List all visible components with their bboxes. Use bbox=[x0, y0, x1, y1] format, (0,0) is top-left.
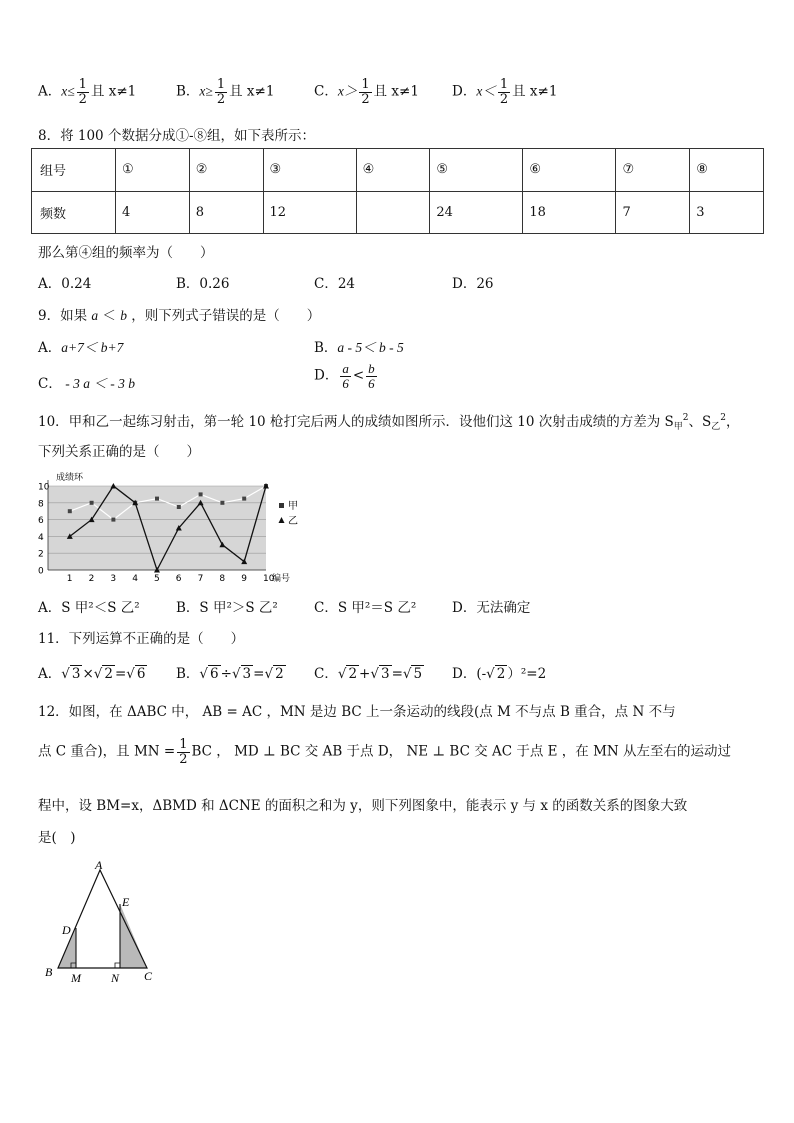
q9-option-a[interactable]: A．a+7＜ b+7 bbox=[38, 340, 124, 356]
q7-option-d[interactable]: D．x＜ $\frac{1}{2}$ 且 x≠1 bbox=[452, 77, 558, 107]
q7-option-a[interactable]: A．x≤ $\frac{1}{2}$ 且 x≠1 bbox=[38, 77, 137, 107]
fraction: $\frac{b}{6}$ bbox=[368, 361, 375, 391]
q10-stem-line2: 下列关系正确的是（ ） bbox=[38, 444, 200, 460]
q11-option-a[interactable]: A．√ 3 ×√ 2 =√ 6 bbox=[38, 666, 146, 682]
x-tick-label: 2 bbox=[88, 574, 95, 584]
fraction: $\frac{1}{2}$ bbox=[78, 77, 87, 107]
data-point-jia bbox=[177, 505, 181, 509]
y-tick-label: 2 bbox=[38, 549, 44, 560]
q7-option-c[interactable]: C．x＞ $\frac{1}{2}$ 且 x≠1 bbox=[314, 77, 419, 107]
table-row bbox=[32, 149, 764, 192]
data-point-jia bbox=[242, 497, 246, 501]
x-axis-label: 编号 bbox=[272, 574, 291, 584]
label-d: D bbox=[62, 923, 71, 937]
table-header-cell: ③ bbox=[263, 149, 356, 192]
q8-question: 那么第④组的频率为（ ） bbox=[38, 245, 214, 261]
label-a: A bbox=[95, 858, 103, 872]
y-tick-label: 4 bbox=[38, 532, 44, 543]
q8-stem: 8．将 100 个数据分成①-⑧组，如下表所示： bbox=[38, 128, 315, 144]
q10-option-d[interactable]: D．无法确定 bbox=[452, 600, 531, 616]
q10-stem-line1: 10．甲和乙一起练习射击，第一轮 10 枪打完后两人的成绩如图所示．设他们这 10 次射击成绩的方差为 $S_甲^2$、$S_乙^2$， bbox=[38, 413, 740, 432]
data-point-jia bbox=[90, 501, 94, 505]
table-row bbox=[32, 191, 764, 234]
frequency-table bbox=[31, 148, 764, 234]
legend-marker-yi bbox=[279, 517, 285, 523]
y-tick-label: 8 bbox=[38, 499, 44, 510]
chart-title: 成绩环 bbox=[56, 473, 84, 483]
table-header-cell: ⑥ bbox=[523, 149, 616, 192]
data-point-jia bbox=[155, 497, 159, 501]
q12-stem-line1: 12．如图，在 ΔABC 中， AB = AC ，MN 是边 BC 上一条运动的线段(点 M 不与点 B 重合，点 N 不与 bbox=[38, 704, 676, 720]
label-e: E bbox=[122, 895, 130, 909]
q12-stem-line3: 程中，设 BM=x，ΔBMD 和 ΔCNE 的面积之和为 y，则下列图象中，能表示 y 与 x 的函数关系的图象大致 bbox=[38, 798, 688, 814]
square-root: √ 2 bbox=[337, 666, 358, 682]
square-root: √ 2 bbox=[264, 666, 284, 682]
legend-marker-jia bbox=[279, 503, 284, 508]
table-header-cell: ① bbox=[116, 149, 190, 192]
y-tick-label: 10 bbox=[38, 482, 50, 493]
fraction: $\frac{1}{2}$ bbox=[499, 77, 509, 107]
fraction: $\frac{1}{2}$ bbox=[361, 77, 370, 107]
x-tick-label: 6 bbox=[175, 574, 182, 584]
label-c: C bbox=[144, 969, 153, 983]
square-root: √ 6 bbox=[126, 666, 146, 682]
data-point-jia bbox=[220, 501, 224, 505]
q10-option-b[interactable]: B．S 甲²＞S 乙² bbox=[176, 600, 278, 616]
square-root: √ 3 bbox=[61, 666, 81, 682]
x-tick-label: 9 bbox=[241, 574, 247, 584]
square-root: √ 6 bbox=[199, 666, 219, 682]
score-line-chart bbox=[34, 470, 314, 584]
q7-option-b[interactable]: B．x≥ $\frac{1}{2}$ 且 x≠1 bbox=[176, 77, 275, 107]
data-point-jia bbox=[68, 509, 72, 513]
square-root: √ 2 bbox=[93, 666, 113, 682]
legend-label-yi: 乙 bbox=[288, 516, 298, 527]
q12-stem-line2: 点 C 重合)，且 MN = $\frac{1}{2}$ BC ， MD ⊥ BC 交 AB 于点 D， NE ⊥ BC 交 AC 于点 E ，在 MN 从左至右的运动过 bbox=[38, 737, 732, 767]
fraction: $\frac{1}{2}$ bbox=[179, 737, 188, 767]
x-tick-label: 10 bbox=[263, 574, 275, 584]
x-tick-label: 8 bbox=[219, 574, 226, 584]
q11-option-b[interactable]: B．√ 6 ÷√ 3 =√ 2 bbox=[176, 666, 284, 682]
q8-option-b[interactable]: B．0.26 bbox=[176, 276, 230, 292]
legend-label-jia: 甲 bbox=[288, 501, 298, 512]
fraction: $\frac{a}{6}$ bbox=[342, 361, 349, 391]
table-cell: 24 bbox=[430, 191, 523, 234]
table-cell: 18 bbox=[523, 191, 616, 234]
table-cell: 7 bbox=[616, 191, 690, 234]
q8-option-c[interactable]: C．24 bbox=[314, 276, 356, 292]
q11-option-c[interactable]: C．√ 2 +√ 3 =√ 5 bbox=[314, 666, 423, 682]
x-tick-label: 1 bbox=[66, 574, 73, 584]
y-tick-label: 6 bbox=[38, 516, 44, 527]
square-root: √ 2 bbox=[486, 666, 506, 682]
q11-option-d[interactable]: D．(-√ 2 ）²=2 bbox=[452, 666, 547, 682]
table-cell: 4 bbox=[116, 191, 190, 234]
table-cell: 频数 bbox=[32, 191, 116, 234]
q9-option-c[interactable]: C． - 3 a ＜ - 3 b bbox=[38, 376, 135, 392]
right-angle-mark-n bbox=[115, 963, 120, 968]
label-m: M bbox=[71, 971, 81, 985]
data-point-jia bbox=[199, 492, 203, 496]
q9-stem: 9．如果 a ＜ b ，则下列式子错误的是（ ） bbox=[38, 308, 321, 324]
x-tick-label: 5 bbox=[154, 574, 160, 584]
square-root: √ 5 bbox=[402, 666, 423, 682]
q10-option-a[interactable]: A．S 甲²＜S 乙² bbox=[38, 600, 140, 616]
table-cell: 8 bbox=[189, 191, 263, 234]
y-tick-label: 0 bbox=[38, 566, 44, 577]
q11-stem: 11．下列运算不正确的是（ ） bbox=[38, 631, 245, 647]
fraction: $\frac{1}{2}$ bbox=[216, 77, 226, 107]
q8-option-a[interactable]: A．0.24 bbox=[38, 276, 92, 292]
x-tick-label: 3 bbox=[110, 574, 117, 584]
triangle-figure bbox=[40, 858, 165, 990]
x-tick-label: 7 bbox=[197, 574, 204, 584]
table-cell: 12 bbox=[263, 191, 356, 234]
square-root: √ 3 bbox=[370, 666, 390, 682]
q10-option-c[interactable]: C．S 甲²＝S 乙² bbox=[314, 600, 417, 616]
x-tick-label: 4 bbox=[132, 574, 138, 584]
table-header-cell: ② bbox=[189, 149, 263, 192]
table-header-cell: ④ bbox=[356, 149, 430, 192]
table-header-cell: ⑤ bbox=[430, 149, 523, 192]
table-cell bbox=[356, 191, 430, 234]
table-header-cell: ⑧ bbox=[690, 149, 764, 192]
label-b: B bbox=[45, 965, 53, 979]
q9-option-d[interactable]: D． $\frac{a}{6}$ < $\frac{b}{6}$ bbox=[314, 361, 375, 391]
q9-option-b[interactable]: B．a - 5＜ b - 5 bbox=[314, 340, 404, 356]
square-root: √ 3 bbox=[231, 666, 252, 682]
label-n: N bbox=[111, 971, 120, 985]
table-header-cell: 组号 bbox=[32, 149, 116, 192]
table-cell: 3 bbox=[690, 191, 764, 234]
q8-option-d[interactable]: D．26 bbox=[452, 276, 494, 292]
table-header-cell: ⑦ bbox=[616, 149, 690, 192]
q12-stem-line4: 是( ) bbox=[38, 830, 76, 846]
data-point-jia bbox=[111, 518, 115, 522]
